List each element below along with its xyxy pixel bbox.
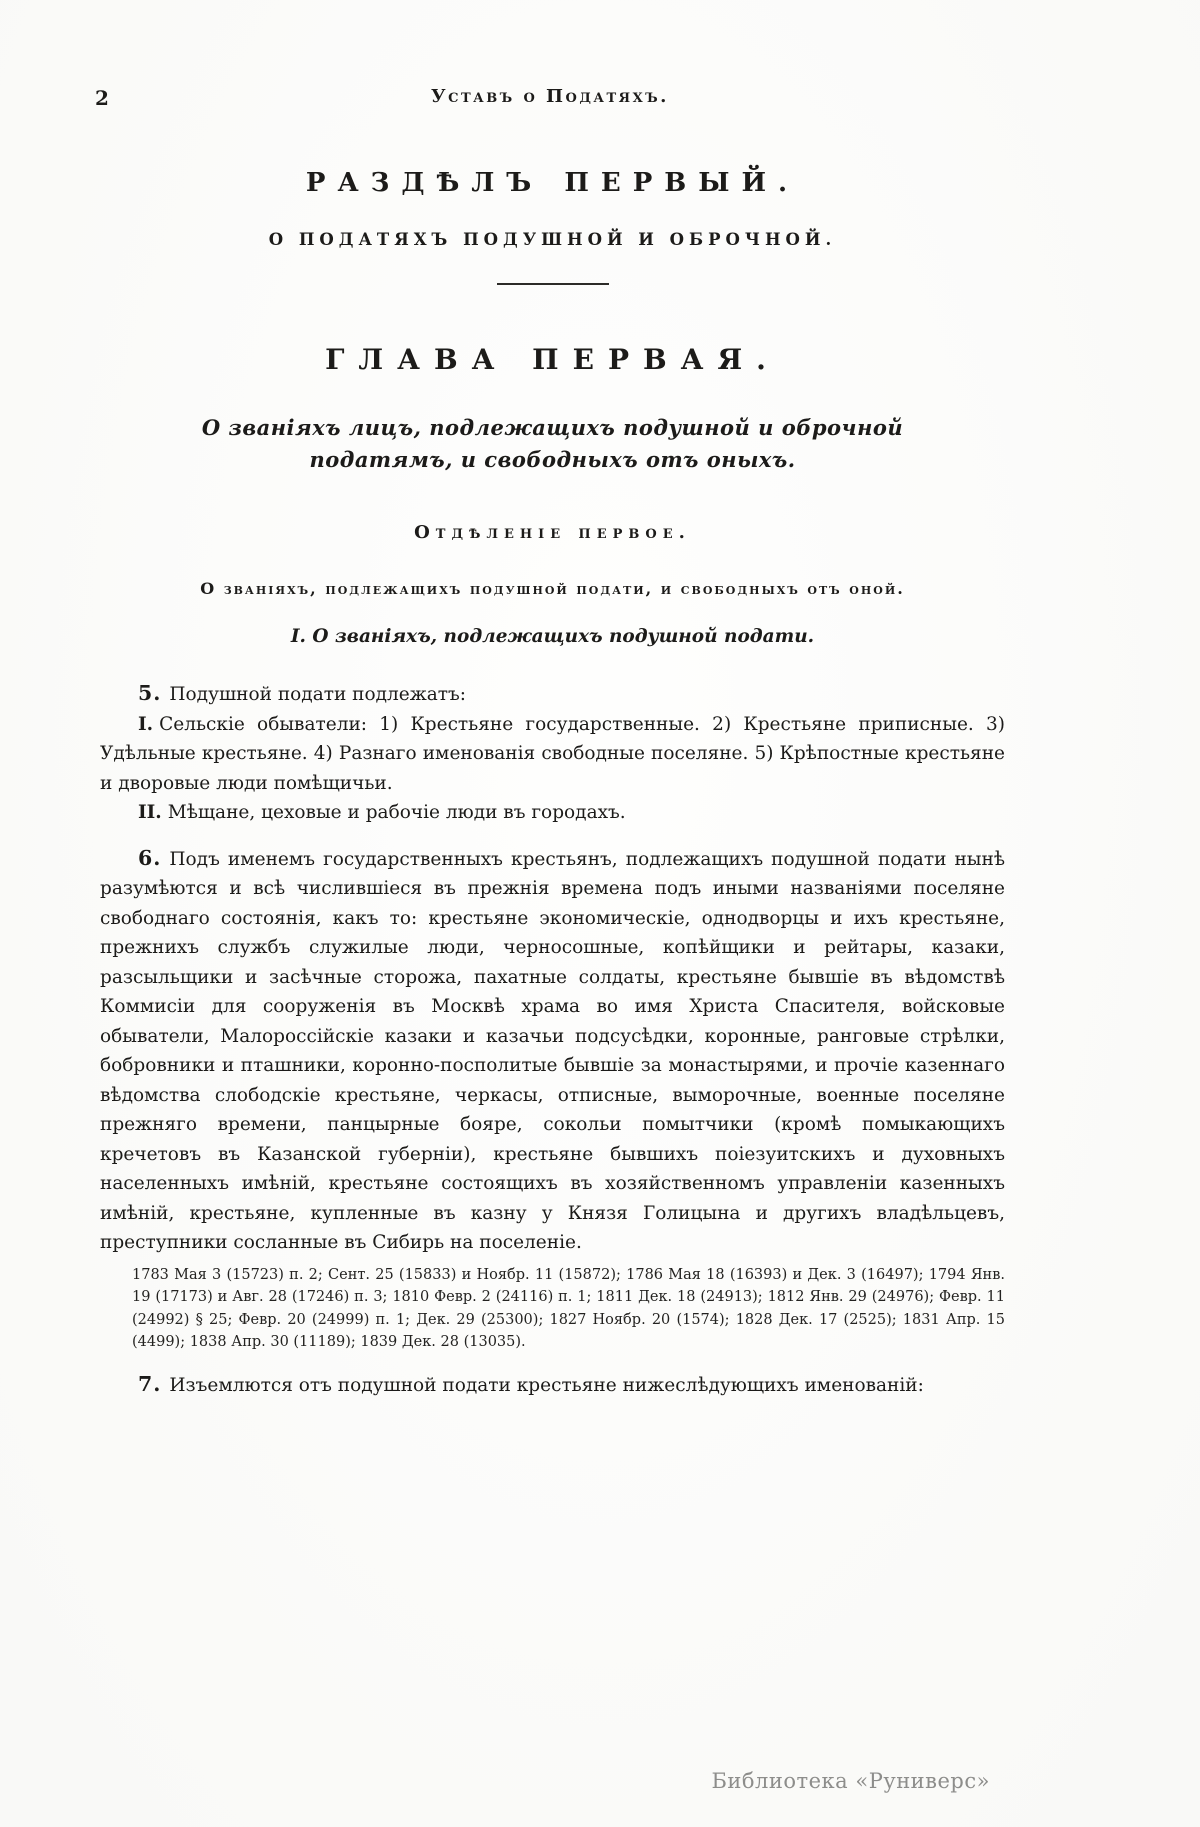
article-6-text: Подъ именемъ государственныхъ крестьянъ, подлежащихъ подушной подати нынѣ разумѣются и всѣ числившіеся въ прежнія времена подъ иными названіями поселяне свободнаго состоянія, какъ то: крестьяне экономическіе, однодворцы и ихъ крестьяне, прежнихъ службъ служилые люди, черносошные, копѣйщики и рейтары, казаки, разсыльщики и засѣчные сторожа, пахатные солдаты, крестьяне бывшіе въ вѣдомствѣ Коммисіи для сооруженія въ Москвѣ храма во имя Христа Спасителя, войсковые обыватели, Малороссійскіе казаки и казачьи подсусѣдки, коронные, ранговые стрѣлки, бобровники и пташники, коронно-посполитые бывшіе за монастырями, и прочіе казеннаго вѣдомства слободскіе крестьяне, черкасы, отписные, выморочные, военные поселяне прежняго времени, панцырные бояре, сокольи помытчики (кромѣ помыкающихъ кречетовъ въ Казанской губерніи), крестьяне бывшихъ поіезуитскихъ и духовныхъ населенныхъ имѣній, крестьяне состоящихъ въ хозяйственномъ управленіи казенныхъ имѣній, крестьяне, купленные въ казну у Князя Голицына и другихъ владѣльцевъ, преступники сосланные въ Сибирь на поселеніе. xyxy=(100,848,1005,1253)
page-content xyxy=(100,0,1005,1400)
article-6-number: 6. xyxy=(138,845,162,870)
article-5-lead-text: Подушной подати подлежатъ: xyxy=(169,684,467,705)
article-5-item-2-label: II. xyxy=(138,802,162,823)
article-5-item-1-label: I. xyxy=(138,713,154,735)
article-5-item-1-text: Сельскіе обыватели: 1) Крестьяне государственные. 2) Крестьяне приписные. 3) Удѣльные крестьяне. 4) Разнаго именованія свободные поселяне. 5) Крѣпостные крестьяне и дворовые люди помѣщичьи. xyxy=(100,713,1005,794)
article-5-item-2 xyxy=(100,798,1005,828)
article-6-paragraph xyxy=(100,844,1005,1258)
section-divider xyxy=(497,283,609,285)
article-6-citation: 1783 Мая 3 (15723) п. 2; Сент. 25 (15833) и Ноябр. 11 (15872); 1786 Мая 18 (16393) и Дек. 3 (16497); 1794 Янв. 19 (17173) и Авг. 28 (17246) п. 3; 1810 Февр. 2 (24116) п. 1; 1811 Дек. 18 (24913); 1812 Янв. 29 (24976); Февр. 11 (24992) § 25; Февр. 20 (24999) п. 1; Дек. 29 (25300); 1827 Ноябр. 20 (1574); 1828 Дек. 17 (2525); 1831 Апр. 15 (4499); 1838 Апр. 30 (11189); 1839 Дек. 28 (13035). xyxy=(132,1266,1005,1350)
part-heading: I. О званіяхъ, подлежащихъ подушной подати. xyxy=(290,626,815,647)
article-5-item-2-text: Мѣщане, цеховые и рабочіе люди въ городахъ. xyxy=(167,802,626,823)
article-5-lead xyxy=(100,679,1005,710)
subsection-description: О званіяхъ, подлежащихъ подушной подати, и свободныхъ отъ оной. xyxy=(200,579,905,598)
section-title: РАЗДѢЛЪ ПЕРВЫЙ. xyxy=(305,168,800,198)
chapter-description: О званіяхъ лицъ, подлежащихъ подушной и оброчной податямъ, и свободныхъ отъ оныхъ. xyxy=(201,415,904,472)
article-7-number: 7. xyxy=(138,1371,162,1396)
article-5-number: 5. xyxy=(138,681,162,705)
chapter-title: ГЛАВА ПЕРВАЯ. xyxy=(325,343,780,376)
running-title: Уставъ о Податяхъ. xyxy=(431,86,669,107)
library-watermark: Библиотека «Руниверс» xyxy=(711,1769,990,1793)
page-number: 2 xyxy=(95,86,109,110)
article-5-item-1 xyxy=(100,710,1005,799)
section-subtitle: О ПОДАТЯХЪ ПОДУШНОЙ И ОБРОЧНОЙ. xyxy=(268,230,837,249)
article-7-paragraph xyxy=(100,1370,1005,1401)
subsection-title: Отдѣленіе первое. xyxy=(414,522,691,543)
article-7-text: Изъемлются отъ подушной подати крестьяне нижеслѣдующихъ именованій: xyxy=(169,1374,924,1396)
